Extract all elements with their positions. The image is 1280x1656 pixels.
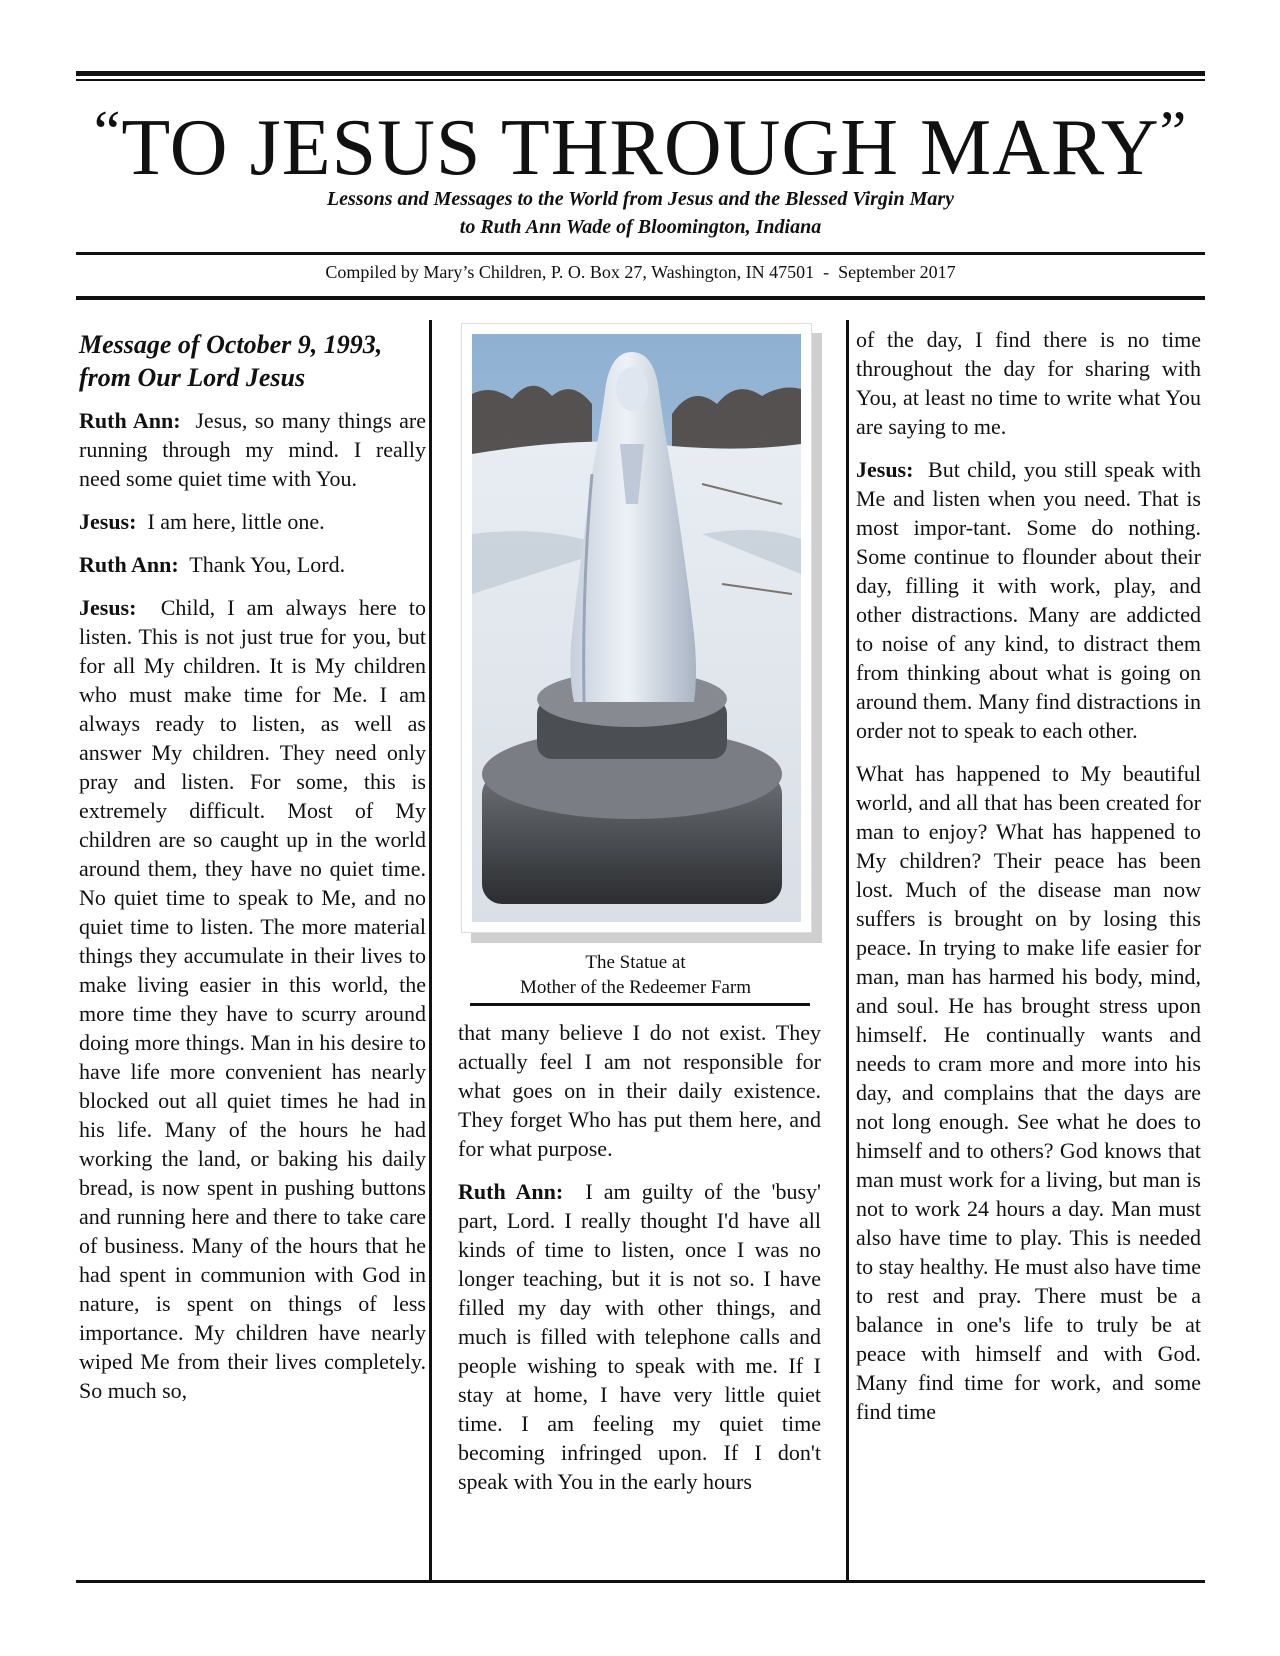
compiled-rule-top — [76, 252, 1205, 255]
paragraph — [79, 406, 426, 493]
paragraph-text: Thank You, Lord. — [189, 552, 346, 577]
paragraph — [856, 325, 1201, 441]
speaker-label: Ruth Ann: — [458, 1179, 564, 1204]
compiled-by-line: Compiled by Mary’s Children, P. O. Box 27, Washington, IN 47501 - September 2017 — [325, 262, 956, 282]
top-rule-thick — [76, 71, 1205, 76]
subtitle — [76, 185, 1205, 241]
title-open-quote: “ — [93, 99, 122, 165]
newsletter-title — [76, 84, 1205, 196]
article-heading — [79, 328, 426, 394]
paragraph-text: of the day, I find there is no time throughout the day for sharing with You, at least no time to write what You are saying to me. — [856, 327, 1201, 439]
paragraph — [856, 759, 1201, 1426]
column-divider-2 — [846, 320, 849, 1582]
top-rule-thin — [76, 79, 1205, 81]
column-3 — [856, 325, 1201, 1426]
paragraph-text: Child, I am always here to listen. This is not just true for you, but for all My children. It is My children who must make time for Me. I am always ready to listen, as well as answer My children. They need only pray and listen. For some, this is extremely difficult. Most of My children are so caught up in the world around them, they have no quiet time. No quiet time to speak to Me, and no quiet time to listen. The more material things they accumulate in their lives to make living easier in this world, the more time they have to scurry around doing more things. Man in his desire to have life more convenient has nearly blocked out all quiet times he had in his life. Many of the hours he had working the land, or baking his daily bread, is now spent in pushing buttons and running here and there to take care of business. Many of the hours that he had spent in communion with God in nature, is spent on things of less importance. My children have nearly wiped Me from their lives completely. So much so, — [79, 595, 426, 1403]
article-heading-line-2: from Our Lord Jesus — [79, 363, 306, 392]
statue-photo — [472, 334, 801, 922]
speaker-label: Jesus: — [79, 595, 137, 620]
paragraph-text: I am guilty of the 'busy' part, Lord. I really thought I'd have all kinds of time to listen, once I was no longer teaching, but it is not so. I have filled my day with other things, and much is filled with telephone calls and people wishing to speak with me. If I stay at home, I have very little quiet time. I am feeling my quiet time becoming infringed upon. If I don't speak with You in the early hours — [458, 1179, 822, 1494]
paragraph — [79, 593, 426, 1405]
caption-rule — [470, 1003, 810, 1006]
statue-photo-frame — [461, 323, 812, 933]
paragraph-text: Jesus, so many things are running through my mind. I really need some quiet time with You. — [79, 408, 427, 491]
caption-line-1: The Statue at — [585, 952, 686, 973]
compiled-rule-bottom — [76, 296, 1205, 300]
bottom-rule — [76, 1580, 1205, 1583]
subtitle-line-2: to Ruth Ann Wade of Bloomington, Indiana — [459, 216, 822, 238]
speaker-label: Jesus: — [856, 457, 914, 482]
column-divider-1 — [429, 320, 432, 1582]
paragraph — [79, 507, 426, 536]
caption-line-2: Mother of the Redeemer Farm — [519, 977, 752, 998]
speaker-label: Ruth Ann: — [79, 552, 179, 577]
speaker-label: Jesus: — [79, 509, 137, 534]
paragraph-text: What has happened to My beautiful world, and all that has been created for man to enjoy? What has happened to My children? Their peace has been lost. Much of the disease man now suffers is brought on by losing this peace. In trying to make life easier for man, man has harmed his body, mind, and soul. He has brought stress upon himself. He continually wants and needs to cram more and more into his day, and complains that the days are not long enough. See what he does to himself and to others? God knows that man must work for a living, but man is not to work 24 hours a day. Man must also have time to play. This is needed to stay healthy. He must also have time to rest and pray. There must be a balance in one's life to truly be at peace with himself and with God. Many find time for work, and some find time — [856, 761, 1201, 1424]
column-1 — [79, 328, 426, 1405]
statue-image — [472, 334, 801, 922]
title-close-quote: ” — [1159, 99, 1188, 165]
paragraph — [79, 550, 426, 579]
photo-caption — [461, 950, 810, 1000]
paragraph — [856, 455, 1201, 745]
paragraph-text: But child, you still speak with Me and listen when you need. That is most impor-tant. Some do nothing. Some continue to flounder about their day, filling it with work, play, and other distractions. Many are addicted to noise of any kind, to distract them from thinking about what is going on around them. Many find distractions in order not to speak to each other. — [856, 457, 1201, 743]
paragraph-text: that many believe I do not exist. They actually feel I am not responsible for what goes on in their daily existence. They forget Who has put them here, and for what purpose. — [458, 1020, 821, 1161]
speaker-label: Ruth Ann: — [79, 408, 181, 433]
subtitle-line-1: Lessons and Messages to the World from Jesus and the Blessed Virgin Mary — [326, 188, 955, 210]
paragraph — [458, 1018, 821, 1163]
paragraph-text: I am here, little one. — [147, 509, 325, 534]
paragraph — [458, 1177, 821, 1496]
title-text: TO JESUS THROUGH MARY — [121, 104, 1160, 192]
column-2 — [458, 1018, 821, 1496]
article-heading-line-1: Message of October 9, 1993, — [79, 330, 383, 359]
